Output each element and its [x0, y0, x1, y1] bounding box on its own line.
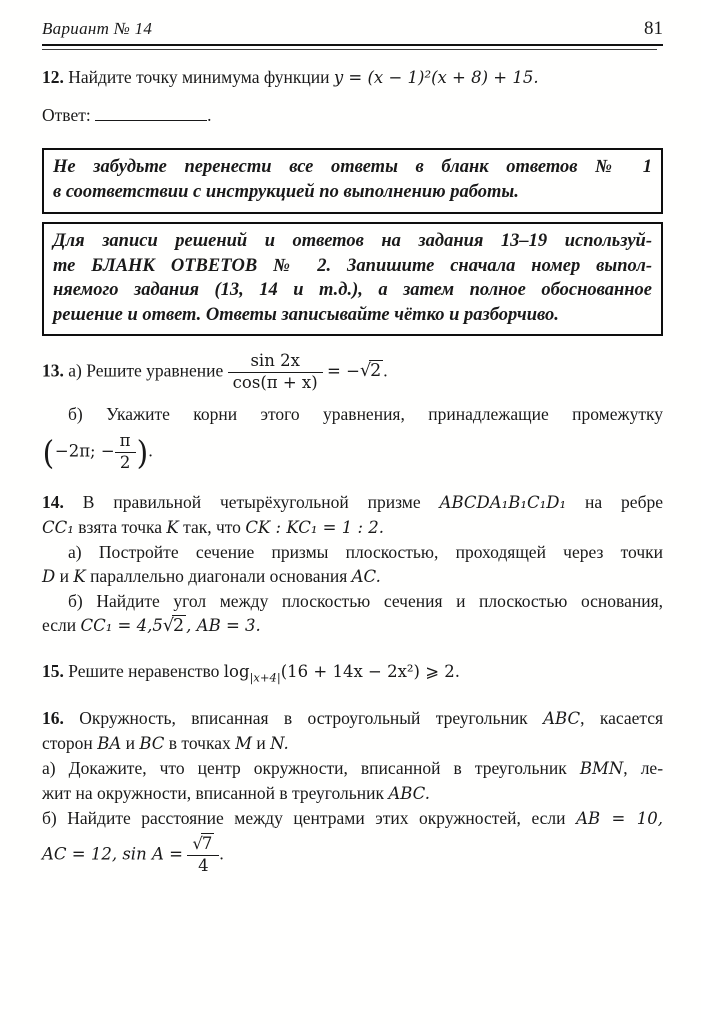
problem-12-number: 12. [42, 67, 64, 87]
problem-16b-text: Найдите расстояние между центрами этих окружностей, если [67, 808, 566, 829]
math-side-label: BC [139, 734, 165, 754]
math-given-values: , AB = 3. [186, 615, 261, 635]
sentence-period: . [148, 440, 153, 461]
problem-16-text: , касается [580, 708, 664, 729]
interval-paren-left: ( [42, 432, 55, 472]
problem-14a-text: параллельно диагонали основания [90, 565, 348, 586]
problem-12-text: Найдите точку минимума функции [68, 67, 330, 87]
problem-13-interval [42, 432, 663, 473]
problem-14-text: так, что [183, 516, 241, 537]
problem-16-number: 16. [42, 708, 64, 729]
notice1-line-2: в соответствии с инструкцией по выполнению работы. [53, 182, 519, 202]
part-b-label: б) [68, 403, 83, 424]
square-root [163, 616, 186, 636]
problem-14 [42, 490, 663, 638]
square-root [192, 834, 214, 853]
notice2-line-1: Для записи решений и ответов на задания 13–19 используй- [53, 231, 652, 251]
problem-15-number: 15. [42, 660, 64, 681]
sqrt-sign: √ [192, 834, 203, 854]
page-header [42, 18, 663, 40]
problem-16-part-a-line-1 [42, 756, 663, 781]
problem-16-text: Окружность, вписанная в остроугольный треугольник [79, 708, 528, 729]
fraction [115, 432, 136, 473]
math-point-label: D [42, 566, 56, 586]
sqrt-sign: √ [359, 361, 372, 382]
problem-14-text: В правильной четырёхугольной призме [82, 491, 421, 512]
part-b-label: б) [42, 808, 57, 829]
problem-14a-text: Постройте сечение призмы плоскостью, проходящей через точки [98, 541, 664, 562]
log-operator: log [223, 661, 250, 681]
interval-left-endpoint: −2π; − [54, 441, 115, 461]
part-a-label: а) [68, 360, 82, 381]
math-triangle-label: ABC. [388, 784, 430, 804]
part-a-label: а) [42, 758, 56, 779]
equation-relation: = − [327, 361, 360, 381]
problem-15-text: Решите неравенство [68, 660, 220, 681]
sqrt-radicand: 2 [173, 615, 185, 636]
math-given-values: AB = 10, [576, 809, 663, 829]
sqrt-radicand: 7 [201, 834, 213, 854]
math-ratio: CK : KC₁ = 1 : 2. [245, 517, 385, 537]
math-point-label: M [235, 734, 252, 754]
log-subscript: |x+4| [249, 670, 281, 685]
math-triangle-label: ABC [543, 709, 581, 729]
inequality-expression: (16 + 14x − 2x²) ⩾ 2. [280, 661, 461, 681]
problem-16a-text: , ле- [623, 758, 664, 779]
sqrt-sign: √ [162, 615, 175, 636]
math-triangle-label: BMN [579, 759, 624, 779]
part-a-label: а) [68, 541, 82, 562]
fraction [228, 352, 323, 393]
fraction-denominator: cos(π + x) [228, 372, 323, 393]
problem-16-text: сторон [42, 733, 93, 754]
problem-16-line-1 [42, 706, 663, 731]
fraction-numerator: π [119, 430, 131, 450]
problem-16a-text: жит на окружности, вписанной в треугольник [42, 783, 384, 804]
sentence-period: . [383, 360, 388, 381]
notice2-line-2: те БЛАНК ОТВЕТОВ № 2. Запишите сначала номер выпол- [53, 255, 652, 276]
problem-16-text: и [125, 733, 135, 754]
problem-14-text: взята точка [78, 516, 162, 537]
problem-16a-text: Докажите, что центр окружности, вписанной в треугольник [68, 758, 567, 779]
problem-14-part-a-line-1 [42, 540, 663, 564]
problem-13-part-a [42, 352, 663, 393]
fraction-denominator: 4 [187, 855, 219, 876]
math-edge-label: CC₁ [42, 517, 74, 537]
math-side-label: BA [97, 734, 122, 754]
notice2-line-4: решение и ответ. Ответы записывайте чётко и разборчиво. [53, 304, 559, 325]
problem-12-formula: y = (x − 1)²(x + 8) + 15. [333, 68, 539, 87]
answer-blank [95, 106, 207, 121]
problem-16-part-b-line-1 [42, 806, 663, 831]
answer-line [42, 103, 663, 127]
math-point-label: K [73, 566, 86, 586]
problem-16-line-2 [42, 731, 663, 756]
math-given-values: CC₁ = 4,5 [80, 615, 163, 635]
problem-16-text: и [256, 733, 266, 754]
math-diagonal-label: AC. [351, 566, 381, 586]
math-point-label: N. [270, 734, 289, 754]
problem-16 [42, 706, 663, 876]
answer-label: Ответ: [42, 105, 91, 125]
problem-14-text: на ребре [585, 491, 663, 512]
header-rule-thin [42, 49, 657, 50]
fraction-denominator: 2 [115, 452, 136, 473]
sqrt-radicand: 2 [370, 361, 382, 382]
notice-box-answers-blank2 [42, 222, 663, 336]
answer-period: . [207, 105, 212, 125]
problem-13b-text: Укажите корни этого уравнения, принадлежащие промежутку [106, 403, 663, 424]
problem-14-line-1 [42, 490, 663, 515]
notice1-line-1: Не забудьте перенести все ответы в бланк ответов № 1 [53, 157, 652, 177]
sentence-period: . [219, 843, 224, 864]
math-given-values: AC = 12, sin A = [42, 844, 183, 864]
problem-13a-text: Решите уравнение [86, 360, 224, 381]
variant-label: Вариант № 14 [42, 19, 153, 38]
problem-13 [42, 352, 663, 473]
problem-16-part-a-line-2 [42, 781, 663, 806]
problem-14a-text: и [59, 565, 69, 586]
problem-13-number: 13. [42, 360, 64, 381]
problem-14b-text: если [42, 614, 77, 635]
problem-15 [42, 659, 663, 690]
problem-14-part-a-line-2 [42, 564, 663, 589]
problem-12 [42, 65, 663, 90]
notice-box-answers-blank1 [42, 148, 663, 214]
notice2-line-3: няемого задания (13, 14 и т.д.), а затем полное обоснованное [53, 280, 652, 300]
header-rule-thick [42, 44, 663, 46]
fraction-numerator [187, 835, 219, 855]
problem-13-part-b [42, 402, 663, 426]
problem-16-text: в точках [168, 733, 231, 754]
fraction [187, 835, 219, 876]
page-number: 81 [644, 18, 663, 39]
interval-paren-right: ) [136, 432, 148, 472]
problem-14-number: 14. [42, 491, 64, 512]
math-prism-label: ABCDA₁B₁C₁D₁ [439, 492, 567, 512]
problem-14b-text: Найдите угол между плоскостью сечения и плоскостью основания, [96, 590, 664, 611]
math-point-label: K [166, 517, 179, 537]
fraction-numerator: sin 2x [250, 351, 300, 370]
problem-14-line-2 [42, 515, 663, 540]
problem-16-part-b-line-2 [42, 835, 663, 876]
problem-14-part-b-line-1 [42, 589, 663, 613]
square-root [360, 361, 383, 381]
part-b-label: б) [68, 590, 83, 611]
problem-14-part-b-line-2 [42, 613, 663, 638]
